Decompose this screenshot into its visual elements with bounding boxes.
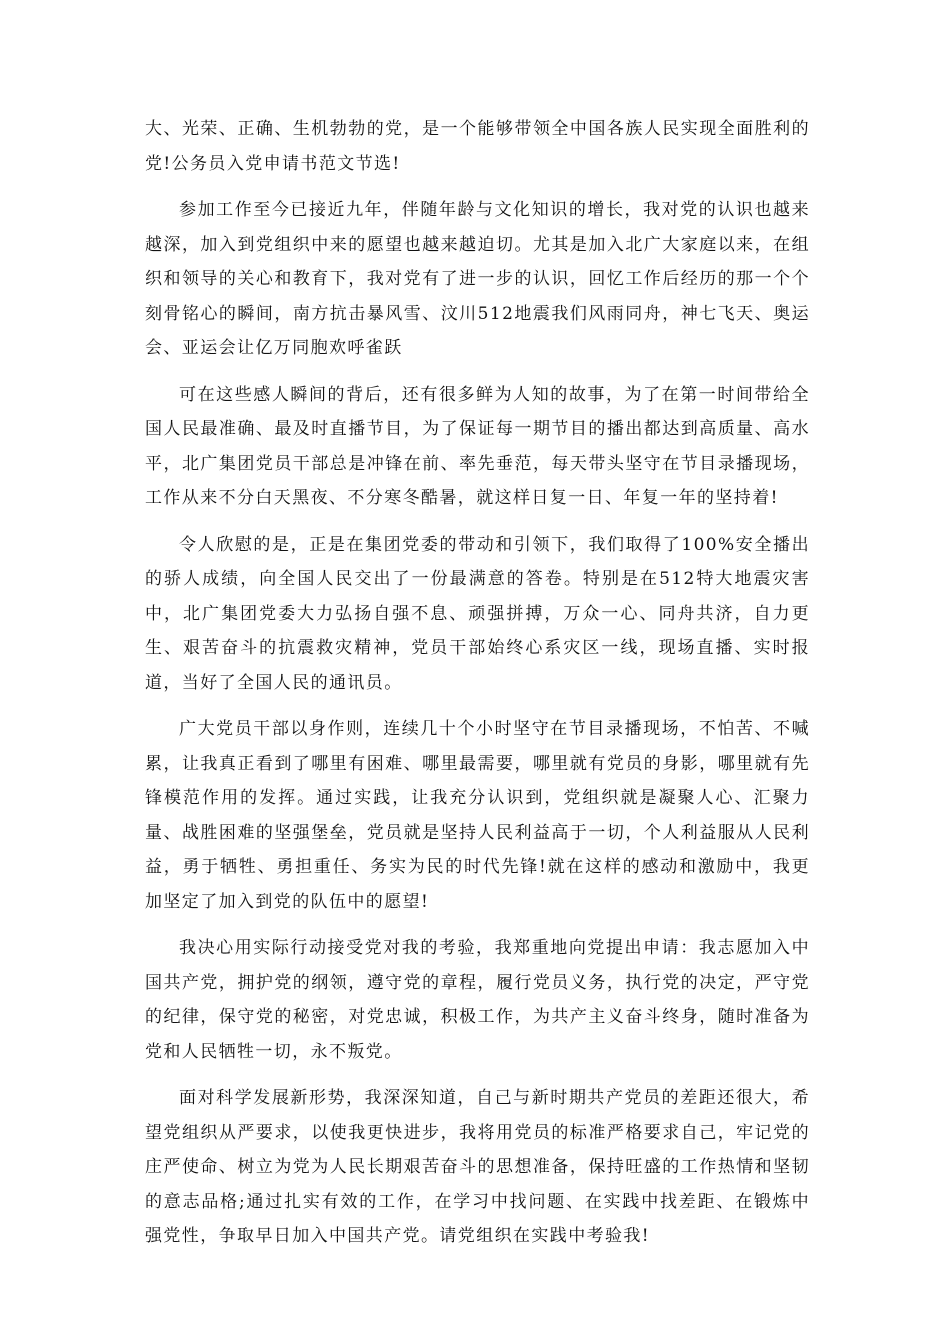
paragraph-2: 参加工作至今已接近九年，伴随年龄与文化知识的增长，我对党的认识也越来越深，加入到党组织中来的愿望也越来越迫切。尤其是加入北广大家庭以来，在组织和领导的关心和教育下，我对党有了进一步的认识，回忆工作后经历的那一个个刻骨铭心的瞬间，南方抗击暴风雪、汶川512地震我们风雨同舟，神七飞天、奥运会、亚运会让亿万同胞欢呼雀跃	[145, 200, 810, 358]
paragraph-4: 令人欣慰的是，正是在集团党委的带动和引领下，我们取得了100%安全播出的骄人成绩，向全国人民交出了一份最满意的答卷。特别是在512特大地震灾害中，北广集团党委大力弘扬自强不息、顽强拼搏，万众一心、同舟共济，自力更生、艰苦奋斗的抗震救灾精神，党员干部始终心系灾区一线，现场直播、实时报道，当好了全国人民的通讯员。	[145, 534, 810, 693]
document-body	[145, 112, 810, 1254]
paragraph-5: 广大党员干部以身作则，连续几十个小时坚守在节目录播现场，不怕苦、不喊累，让我真正看到了哪里有困难、哪里最需要，哪里就有党员的身影，哪里就有先锋模范作用的发挥。通过实践，让我充分认识到，党组织就是凝聚人心、汇聚力量、战胜困难的坚强堡垒，党员就是坚持人民利益高于一切，个人利益服从人民利益，勇于牺牲、勇担重任、务实为民的时代先锋!就在这样的感动和激励中，我更加坚定了加入到党的队伍中的愿望!	[145, 719, 810, 912]
paragraph-7: 面对科学发展新形势，我深深知道，自己与新时期共产党员的差距还很大，希望党组织从严要求，以使我更快进步，我将用党员的标准严格要求自己，牢记党的庄严使命、树立为党为人民长期艰苦奋斗的思想准备，保持旺盛的工作热情和坚韧的意志品格;通过扎实有效的工作，在学习中找问题、在实践中找差距、在锻炼中强党性，争取早日加入中国共产党。请党组织在实践中考验我!	[145, 1088, 810, 1246]
paragraph-6: 我决心用实际行动接受党对我的考验，我郑重地向党提出申请：我志愿加入中国共产党，拥护党的纲领，遵守党的章程，履行党员义务，执行党的决定，严守党的纪律，保守党的秘密，对党忠诚，积极工作，为共产主义奋斗终身，随时准备为党和人民牺牲一切，永不叛党。	[145, 938, 810, 1062]
paragraph-1: 大、光荣、正确、生机勃勃的党，是一个能够带领全中国各族人民实现全面胜利的党!公务员入党申请书范文节选!	[145, 119, 810, 174]
paragraph-3: 可在这些感人瞬间的背后，还有很多鲜为人知的故事，为了在第一时间带给全国人民最准确、最及时直播节目，为了保证每一期节目的播出都达到高质量、高水平，北广集团党员干部总是冲锋在前、率先垂范，每天带头坚守在节目录播现场，工作从来不分白天黑夜、不分寒冬酷暑，就这样日复一日、年复一年的坚持着!	[145, 384, 810, 508]
